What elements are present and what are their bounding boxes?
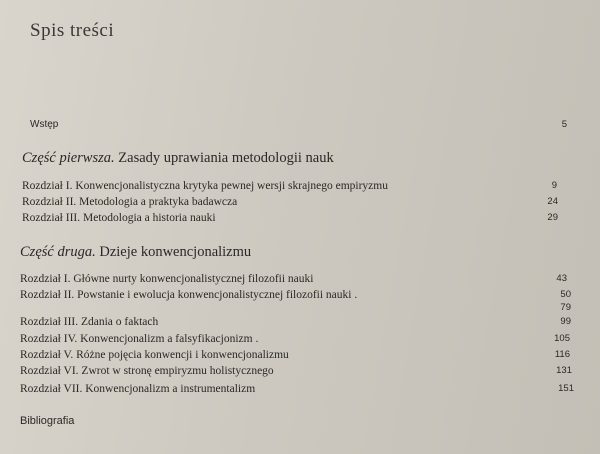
entry-label: Rozdział II. Powstanie i ewolucja konwencjonalistycznej filozofii nauki .: [20, 289, 358, 301]
bibliography-label: Bibliografia: [20, 415, 75, 427]
entry-label: Rozdział II. Metodologia a praktyka badawcza: [22, 196, 238, 208]
entry-label: Rozdział VII. Konwencjonalizm a instrumentalizm: [20, 383, 256, 395]
entry-page: 105: [554, 333, 570, 344]
part1-prefix: Część pierwsza.: [22, 150, 115, 166]
entry-label: Rozdział I. Główne nurty konwencjonalistycznej filozofii nauki: [20, 273, 314, 285]
entry-label: Rozdział V. Różne pojęcia konwencji i konwencjonalizmu: [20, 349, 289, 361]
entry-page: 43: [556, 273, 567, 284]
entry-page: 79: [560, 302, 571, 313]
entry-page: 50: [560, 289, 571, 300]
entry-page: 24: [547, 196, 558, 207]
entry-page: 151: [558, 383, 574, 394]
part2-name: Dzieje konwencjonalizmu: [99, 244, 252, 260]
entry-label: Rozdział IV. Konwencjonalizm a falsyfikacjonizm .: [20, 333, 259, 345]
entry-label: Rozdział VI. Zwrot w stronę empiryzmu holistycznego: [20, 365, 274, 377]
page-title: Spis treści: [30, 20, 115, 41]
part1-name: Zasady uprawiania metodologii nauk: [118, 150, 334, 166]
entry-page: 131: [556, 365, 572, 376]
entry-label: Rozdział III. Metodologia a historia nauki: [22, 212, 216, 224]
entry-page: 99: [560, 316, 571, 327]
entry-page: 29: [547, 212, 558, 223]
part2-prefix: Część druga.: [20, 244, 96, 260]
entry-label: Rozdział III. Zdania o faktach: [20, 316, 159, 328]
entry-label: Rozdział I. Konwencjonalistyczna krytyka pewnej wersji skrajnego empiryzmu: [22, 180, 388, 192]
intro-label: Wstęp: [30, 119, 59, 130]
entry-page: 9: [551, 180, 557, 191]
intro-page: 5: [561, 119, 567, 130]
entry-page: 116: [554, 349, 570, 360]
